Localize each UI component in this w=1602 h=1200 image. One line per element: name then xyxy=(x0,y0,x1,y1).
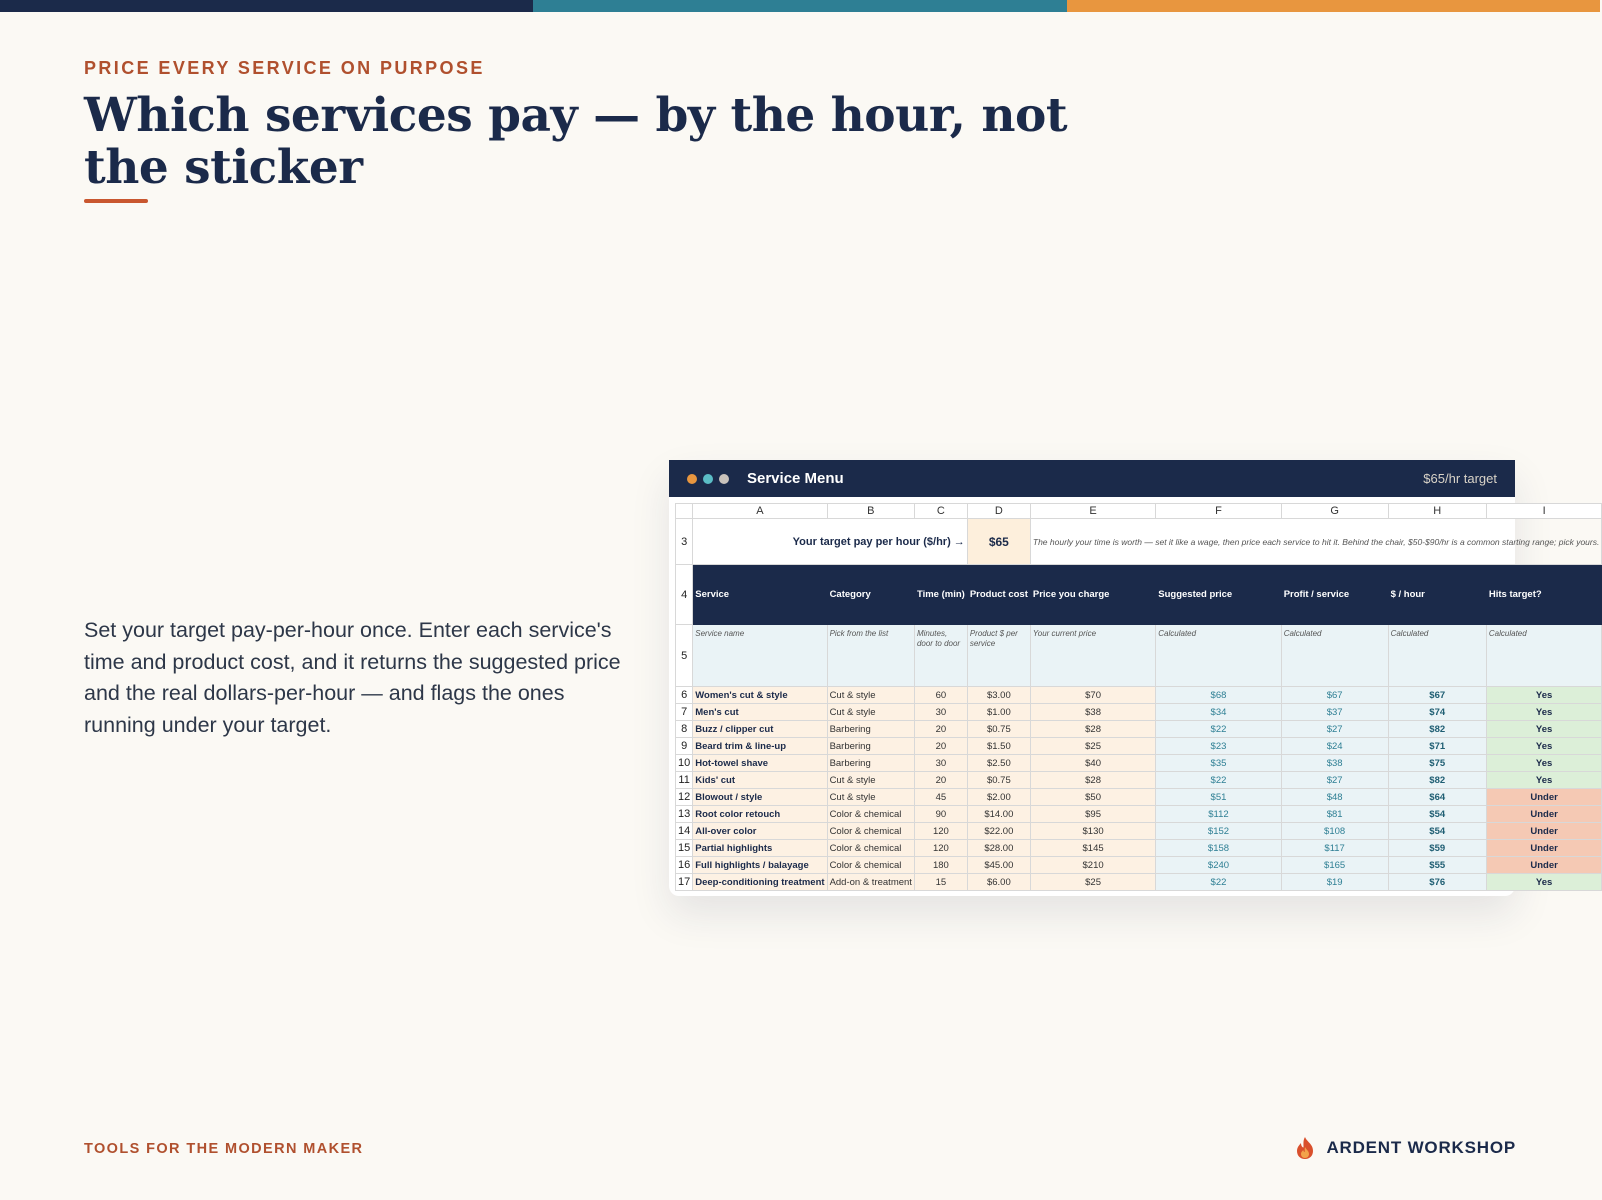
header-dollars-per-hour[interactable]: $ / hour xyxy=(1388,565,1486,625)
hits-target-cell[interactable]: Yes xyxy=(1486,772,1601,789)
product-cost-cell[interactable]: $2.00 xyxy=(967,789,1030,806)
profit-cell[interactable]: $19 xyxy=(1281,874,1388,891)
target-pay-label: Your target pay per hour ($/hr) → xyxy=(693,519,968,565)
row-number[interactable]: 13 xyxy=(676,806,693,823)
category-cell[interactable]: Cut & style xyxy=(827,704,914,721)
category-cell[interactable]: Cut & style xyxy=(827,789,914,806)
header-category[interactable]: Category xyxy=(827,565,914,625)
top-bar-teal-segment xyxy=(533,0,1066,12)
service-name-cell[interactable]: Men's cut xyxy=(693,704,827,721)
row-number[interactable]: 17 xyxy=(676,874,693,891)
category-cell[interactable]: Add-on & treatment xyxy=(827,874,914,891)
per-hour-cell[interactable]: $59 xyxy=(1388,840,1486,857)
profit-cell[interactable]: $37 xyxy=(1281,704,1388,721)
target-badge: $65/hr target xyxy=(1423,471,1497,486)
service-name-cell[interactable]: Hot-towel shave xyxy=(693,755,827,772)
table-header-row xyxy=(676,565,1602,625)
category-cell[interactable]: Color & chemical xyxy=(827,840,914,857)
table-row xyxy=(676,738,1602,755)
column-header[interactable]: A xyxy=(693,504,827,519)
hits-target-cell[interactable]: Under xyxy=(1486,789,1601,806)
table-row xyxy=(676,687,1602,704)
service-name-cell[interactable]: Root color retouch xyxy=(693,806,827,823)
window-dot-gray xyxy=(719,474,729,484)
time-cell[interactable]: 20 xyxy=(914,738,967,755)
service-name-cell[interactable]: Deep-conditioning treatment xyxy=(693,874,827,891)
profit-cell[interactable]: $117 xyxy=(1281,840,1388,857)
profit-cell[interactable]: $27 xyxy=(1281,772,1388,789)
service-rows xyxy=(676,687,1602,891)
product-cost-cell[interactable]: $2.50 xyxy=(967,755,1030,772)
table-row xyxy=(676,721,1602,738)
footer-brand xyxy=(1294,1136,1516,1160)
column-header[interactable]: G xyxy=(1281,504,1388,519)
top-color-bar xyxy=(0,0,1600,12)
service-name-cell[interactable]: Women's cut & style xyxy=(693,687,827,704)
corner-cell xyxy=(676,504,693,519)
profit-cell[interactable]: $67 xyxy=(1281,687,1388,704)
service-name-cell[interactable]: Partial highlights xyxy=(693,840,827,857)
price-cell[interactable]: $25 xyxy=(1030,738,1155,755)
column-header[interactable]: B xyxy=(827,504,914,519)
column-header-row xyxy=(676,504,1602,519)
window-title: Service Menu xyxy=(747,470,844,487)
table-row xyxy=(676,704,1602,721)
column-header[interactable]: F xyxy=(1156,504,1281,519)
price-cell[interactable]: $28 xyxy=(1030,772,1155,789)
time-cell[interactable]: 30 xyxy=(914,755,967,772)
table-row xyxy=(676,772,1602,789)
profit-cell[interactable]: $24 xyxy=(1281,738,1388,755)
price-cell[interactable]: $50 xyxy=(1030,789,1155,806)
row-number[interactable]: 3 xyxy=(676,519,693,565)
product-cost-cell[interactable]: $45.00 xyxy=(967,857,1030,874)
profit-cell[interactable]: $27 xyxy=(1281,721,1388,738)
row-number[interactable]: 16 xyxy=(676,857,693,874)
header-product-cost[interactable]: Product cost xyxy=(967,565,1030,625)
product-cost-cell[interactable]: $1.00 xyxy=(967,704,1030,721)
row-number[interactable]: 5 xyxy=(676,625,693,687)
hits-target-cell[interactable]: Under xyxy=(1486,823,1601,840)
product-cost-cell[interactable]: $6.00 xyxy=(967,874,1030,891)
brand-name: ARDENT WORKSHOP xyxy=(1326,1138,1516,1157)
per-hour-cell[interactable]: $54 xyxy=(1388,823,1486,840)
price-cell[interactable]: $210 xyxy=(1030,857,1155,874)
hits-target-cell[interactable]: Yes xyxy=(1486,755,1601,772)
hits-target-cell[interactable]: Yes xyxy=(1486,704,1601,721)
body-copy: Set your target pay-per-hour once. Enter each service's time and product cost, and it returns the suggested price and the real dollars-per-hour — and flags the ones running under your target. xyxy=(84,618,621,737)
window-dot-teal xyxy=(703,474,713,484)
service-name-cell[interactable]: Full highlights / balayage xyxy=(693,857,827,874)
per-hour-cell[interactable]: $82 xyxy=(1388,772,1486,789)
hits-target-cell[interactable]: Yes xyxy=(1486,738,1601,755)
per-hour-cell[interactable]: $54 xyxy=(1388,806,1486,823)
header-service[interactable]: Service xyxy=(693,565,827,625)
sub-header-cell[interactable]: Calculated xyxy=(1486,625,1601,687)
footer-tagline: TOOLS FOR THE MODERN MAKER xyxy=(84,1141,364,1157)
column-header[interactable]: I xyxy=(1486,504,1601,519)
sub-header-cell[interactable]: Calculated xyxy=(1156,625,1281,687)
row-number[interactable]: 9 xyxy=(676,738,693,755)
table-row xyxy=(676,755,1602,772)
table-row xyxy=(676,823,1602,840)
service-name-cell[interactable]: Kids' cut xyxy=(693,772,827,789)
suggested-price-cell[interactable]: $152 xyxy=(1156,823,1281,840)
row-number[interactable]: 8 xyxy=(676,721,693,738)
hits-target-cell[interactable]: Yes xyxy=(1486,874,1601,891)
window-titlebar xyxy=(669,460,1515,497)
column-header[interactable]: D xyxy=(967,504,1030,519)
category-cell[interactable]: Barbering xyxy=(827,755,914,772)
time-cell[interactable]: 120 xyxy=(914,840,967,857)
hits-target-cell[interactable]: Yes xyxy=(1486,721,1601,738)
product-cost-cell[interactable]: $0.75 xyxy=(967,721,1030,738)
per-hour-cell[interactable]: $67 xyxy=(1388,687,1486,704)
row-number[interactable]: 11 xyxy=(676,772,693,789)
header-time[interactable]: Time (min) xyxy=(914,565,967,625)
suggested-price-cell[interactable]: $22 xyxy=(1156,721,1281,738)
price-cell[interactable]: $38 xyxy=(1030,704,1155,721)
column-header[interactable]: H xyxy=(1388,504,1486,519)
profit-cell[interactable]: $38 xyxy=(1281,755,1388,772)
top-bar-orange-segment xyxy=(1067,0,1600,12)
per-hour-cell[interactable]: $71 xyxy=(1388,738,1486,755)
time-cell[interactable]: 180 xyxy=(914,857,967,874)
suggested-price-cell[interactable]: $22 xyxy=(1156,772,1281,789)
column-header[interactable]: E xyxy=(1030,504,1155,519)
sub-header-cell[interactable]: Product $ per service xyxy=(967,625,1030,687)
time-cell[interactable]: 60 xyxy=(914,687,967,704)
price-cell[interactable]: $70 xyxy=(1030,687,1155,704)
category-cell[interactable]: Color & chemical xyxy=(827,823,914,840)
profit-cell[interactable]: $48 xyxy=(1281,789,1388,806)
category-cell[interactable]: Color & chemical xyxy=(827,857,914,874)
suggested-price-cell[interactable]: $112 xyxy=(1156,806,1281,823)
service-menu-sheet xyxy=(675,503,1602,891)
flame-icon xyxy=(1294,1136,1316,1160)
per-hour-cell[interactable]: $64 xyxy=(1388,789,1486,806)
header-hits-target[interactable]: Hits target? xyxy=(1486,565,1601,625)
row-number[interactable]: 12 xyxy=(676,789,693,806)
category-cell[interactable]: Color & chemical xyxy=(827,806,914,823)
row-number[interactable]: 15 xyxy=(676,840,693,857)
top-bar-navy-segment xyxy=(0,0,533,12)
price-cell[interactable]: $130 xyxy=(1030,823,1155,840)
per-hour-cell[interactable]: $74 xyxy=(1388,704,1486,721)
table-row xyxy=(676,874,1602,891)
sub-header-cell[interactable]: Calculated xyxy=(1281,625,1388,687)
header-suggested-price[interactable]: Suggested price xyxy=(1156,565,1281,625)
per-hour-cell[interactable]: $76 xyxy=(1388,874,1486,891)
category-cell[interactable]: Barbering xyxy=(827,721,914,738)
time-cell[interactable]: 90 xyxy=(914,806,967,823)
per-hour-cell[interactable]: $55 xyxy=(1388,857,1486,874)
table-row xyxy=(676,806,1602,823)
time-cell[interactable]: 20 xyxy=(914,772,967,789)
product-cost-cell[interactable]: $0.75 xyxy=(967,772,1030,789)
sub-header-cell[interactable]: Pick from the list xyxy=(827,625,914,687)
hits-target-cell[interactable]: Under xyxy=(1486,857,1601,874)
suggested-price-cell[interactable]: $34 xyxy=(1156,704,1281,721)
suggested-price-cell[interactable]: $240 xyxy=(1156,857,1281,874)
product-cost-cell[interactable]: $22.00 xyxy=(967,823,1030,840)
column-header[interactable]: C xyxy=(914,504,967,519)
suggested-price-cell[interactable]: $158 xyxy=(1156,840,1281,857)
time-cell[interactable]: 30 xyxy=(914,704,967,721)
time-cell[interactable]: 120 xyxy=(914,823,967,840)
profit-cell[interactable]: $81 xyxy=(1281,806,1388,823)
target-pay-input[interactable]: $65 xyxy=(967,519,1030,565)
price-cell[interactable]: $145 xyxy=(1030,840,1155,857)
header-profit-per-service[interactable]: Profit / service xyxy=(1281,565,1388,625)
profit-cell[interactable]: $108 xyxy=(1281,823,1388,840)
product-cost-cell[interactable]: $28.00 xyxy=(967,840,1030,857)
suggested-price-cell[interactable]: $23 xyxy=(1156,738,1281,755)
category-cell[interactable]: Cut & style xyxy=(827,687,914,704)
table-row xyxy=(676,840,1602,857)
header-price-you-charge[interactable]: Price you charge xyxy=(1030,565,1155,625)
target-pay-note: The hourly your time is worth — set it like a wage, then price each service to hit it. Behind the chair, $50-$90/hr is a common starting range; pick yours. xyxy=(1030,519,1601,565)
row-number[interactable]: 7 xyxy=(676,704,693,721)
table-row xyxy=(676,857,1602,874)
suggested-price-cell[interactable]: $68 xyxy=(1156,687,1281,704)
sub-header-cell[interactable]: Calculated xyxy=(1388,625,1486,687)
service-name-cell[interactable]: Blowout / style xyxy=(693,789,827,806)
eyebrow: PRICE EVERY SERVICE ON PURPOSE xyxy=(84,58,485,78)
product-cost-cell[interactable]: $14.00 xyxy=(967,806,1030,823)
hits-target-cell[interactable]: Under xyxy=(1486,840,1601,857)
price-cell[interactable]: $25 xyxy=(1030,874,1155,891)
service-name-cell[interactable]: Beard trim & line-up xyxy=(693,738,827,755)
price-cell[interactable]: $28 xyxy=(1030,721,1155,738)
category-cell[interactable]: Barbering xyxy=(827,738,914,755)
time-cell[interactable]: 20 xyxy=(914,721,967,738)
category-cell[interactable]: Cut & style xyxy=(827,772,914,789)
target-pay-row xyxy=(676,519,1602,565)
row-number[interactable]: 10 xyxy=(676,755,693,772)
page-title: Which services pay — by the hour, not the sticker xyxy=(84,88,1068,195)
hits-target-cell[interactable]: Under xyxy=(1486,806,1601,823)
service-name-cell[interactable]: All-over color xyxy=(693,823,827,840)
row-number[interactable]: 14 xyxy=(676,823,693,840)
sub-header-cell[interactable]: Minutes, door to door xyxy=(914,625,967,687)
time-cell[interactable]: 45 xyxy=(914,789,967,806)
sub-header-cell[interactable]: Service name xyxy=(693,625,827,687)
price-cell[interactable]: $95 xyxy=(1030,806,1155,823)
time-cell[interactable]: 15 xyxy=(914,874,967,891)
sub-header-cell[interactable]: Your current price xyxy=(1030,625,1155,687)
hits-target-cell[interactable]: Yes xyxy=(1486,687,1601,704)
suggested-price-cell[interactable]: $51 xyxy=(1156,789,1281,806)
suggested-price-cell[interactable]: $35 xyxy=(1156,755,1281,772)
per-hour-cell[interactable]: $75 xyxy=(1388,755,1486,772)
sub-header-row xyxy=(676,625,1602,687)
spreadsheet-window xyxy=(669,460,1600,896)
title-underline xyxy=(84,199,148,203)
table-row xyxy=(676,789,1602,806)
suggested-price-cell[interactable]: $22 xyxy=(1156,874,1281,891)
row-number[interactable]: 4 xyxy=(676,565,693,625)
product-cost-cell[interactable]: $1.50 xyxy=(967,738,1030,755)
profit-cell[interactable]: $165 xyxy=(1281,857,1388,874)
price-cell[interactable]: $40 xyxy=(1030,755,1155,772)
window-dot-orange xyxy=(687,474,697,484)
product-cost-cell[interactable]: $3.00 xyxy=(967,687,1030,704)
per-hour-cell[interactable]: $82 xyxy=(1388,721,1486,738)
service-name-cell[interactable]: Buzz / clipper cut xyxy=(693,721,827,738)
row-number[interactable]: 6 xyxy=(676,687,693,704)
